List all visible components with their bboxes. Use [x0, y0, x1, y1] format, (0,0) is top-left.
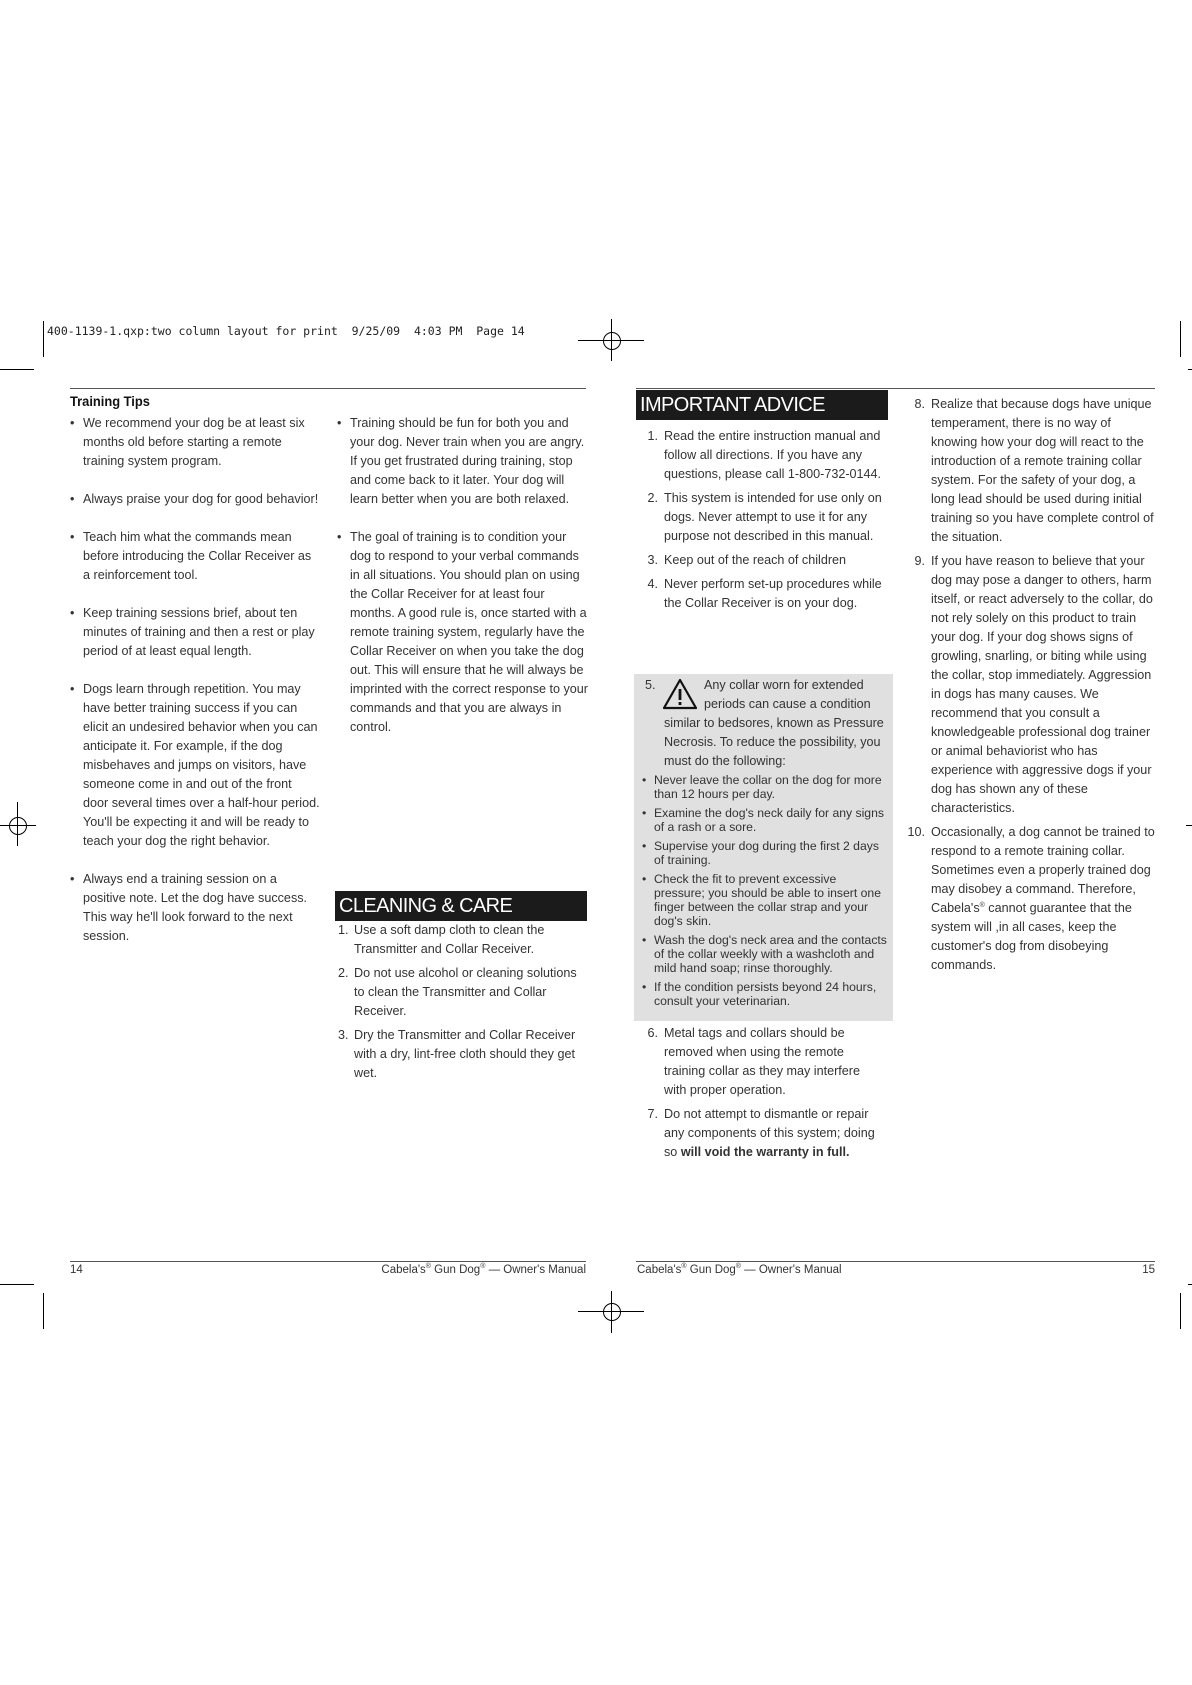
advice-item: 10. Occasionally, a dog cannot be trained to respond to a remote training collar. Sometimes even a properly trained dog may disobey a command. Therefore, Cabela's® cannot guarantee that the system will ,in all cases, keep the customer's dog from disobeying commands.: [907, 825, 1155, 972]
bottom-rule-right: [636, 1261, 1155, 1262]
cleaning-item: 2. Do not use alcohol or cleaning solutions to clean the Transmitter and Collar Receiver.: [338, 966, 577, 1018]
bottom-rule-left: [70, 1261, 586, 1262]
warning-bullet: • If the condition persists beyond 24 hours, consult your veterinarian.: [638, 980, 889, 1008]
warning-bullet: • Examine the dog's neck daily for any signs of a rash or a sore.: [638, 806, 889, 834]
page-number-left: 14: [70, 1264, 83, 1276]
warning-bullet: • Never leave the collar on the dog for more than 12 hours per day.: [638, 773, 889, 801]
tip-item: • Keep training sessions brief, about ten minutes of training and then a rest or play period of at least equal length.: [70, 604, 320, 661]
registration-mark: [9, 817, 27, 835]
top-rule-right: [636, 388, 1155, 389]
advice-item: 2. This system is intended for use only on dogs. Never attempt to use it for any purpose not described in this manual.: [647, 491, 882, 543]
registration-line: [1186, 825, 1192, 826]
advice-list-bottom: [638, 1024, 883, 1167]
registration-mark: [603, 332, 621, 350]
tip-item: • The goal of training is to condition your dog to respond to your verbal commands in all situations. You should plan on using the Collar Receiver for at least four months. A good rule is, once started with a remote training system, regularly have the Collar Receiver on when you take the dog out. This will ensure that he will always be imprinted with the correct response to your commands and that you are always in control.: [337, 528, 590, 737]
footer-title-right: Cabela's® Gun Dog® — Owner's Manual: [637, 1263, 842, 1276]
advice-item: 6. Metal tags and collars should be removed when using the remote training collar as they may interfere with proper operation.: [647, 1026, 860, 1097]
training-tips-heading: Training Tips: [70, 393, 150, 409]
crop-mark: [1180, 1293, 1181, 1329]
crop-mark: [0, 1284, 34, 1285]
advice-item: 8. Realize that because dogs have unique temperament, there is no way of knowing how your dog will react to the introduction of a remote training collar system. For the safety of your dog, a long lead should be used during initial training so you have complete control of the situation.: [914, 397, 1154, 544]
item-number: 5.: [645, 678, 656, 692]
cleaning-care-list: [338, 921, 588, 1088]
pressure-necrosis-warning-box: [634, 674, 893, 1021]
top-rule-left: [70, 388, 586, 389]
crop-mark: [43, 1293, 44, 1329]
advice-item: 7. Do not attempt to dismantle or repair any components of this system; doing so will void the warranty in full.: [647, 1107, 875, 1159]
advice-item: 1. Read the entire instruction manual and follow all directions. If you have any questions, please call 1-800-732-0144.: [647, 429, 882, 481]
warning-bullet: • Wash the dog's neck area and the contacts of the collar weekly with a washcloth and mild hand soap; rinse thoroughly.: [638, 933, 889, 975]
tip-item: • Training should be fun for both you and your dog. Never train when you are angry. If you get frustrated during training, stop and come back to it later. Your dog will learn better when you are both relaxed.: [337, 414, 590, 509]
advice-list-top: [638, 427, 883, 618]
crop-mark: [43, 321, 44, 357]
page-number-right: 15: [1142, 1264, 1155, 1276]
crop-mark: [1180, 321, 1181, 357]
registration-line: [0, 825, 36, 826]
registration-line: [611, 319, 612, 361]
warning-bullet: • Supervise your dog during the first 2 days of training.: [638, 839, 889, 867]
warning-text: Any collar worn for extended periods can cause a condition similar to bedsores, known as Pressure Necrosis. To reduce the possibility, you must do the following:: [664, 678, 884, 768]
cleaning-care-heading: CLEANING & CARE: [335, 891, 587, 921]
advice-item: 9. If you have reason to believe that your dog may pose a danger to others, harm itself, or react adversely to the collar, do not rely solely on this product to train your dog. If your dog shows signs of growling, snarling, or biting while using the collar, stop immediately. Aggression in dogs has many causes. We recommend that you consult a knowledgeable professional dog trainer or animal behaviorist who has experience with aggressive dogs if your dog has shown any of these characteristics.: [914, 554, 1153, 815]
important-advice-heading: IMPORTANT ADVICE: [636, 390, 888, 420]
cleaning-item: 3. Dry the Transmitter and Collar Receiver with a dry, lint-free cloth should they get wet.: [338, 1028, 576, 1080]
advice-item: 3. Keep out of the reach of children: [647, 553, 847, 567]
registration-mark: [603, 1303, 621, 1321]
training-tips-left-column: [70, 414, 320, 965]
advice-list-right: [905, 395, 1155, 980]
crop-mark: [1188, 1284, 1192, 1285]
registration-line: [611, 1291, 612, 1333]
crop-mark: [0, 369, 34, 370]
training-tips-right-column: [337, 414, 590, 756]
cleaning-item: 1. Use a soft damp cloth to clean the Transmitter and Collar Receiver.: [338, 923, 545, 956]
warning-triangle-icon: [662, 678, 698, 710]
advice-item: 4. Never perform set-up procedures while the Collar Receiver is on your dog.: [647, 577, 882, 610]
warning-bullet: • Check the fit to prevent excessive pressure; you should be able to insert one finger between the collar strap and your dog's skin.: [638, 872, 889, 928]
tip-item: • Always praise your dog for good behavior!: [70, 490, 320, 509]
tip-item: • Dogs learn through repetition. You may have better training success if you can elicit an undesired behavior when you can anticipate it. For example, if the dog misbehaves and jumps on visitors, have someone come in and out of the front door several times over a half-hour period. You'll be expecting it and will be ready to teach your dog the right behavior.: [70, 680, 320, 851]
tip-item: • Teach him what the commands mean before introducing the Collar Receiver as a reinforcement tool.: [70, 528, 320, 585]
tip-item: • Always end a training session on a positive note. Let the dog have success. This way he'll look forward to the next session.: [70, 870, 320, 946]
warranty-void-emphasis: will void the warranty in full.: [680, 1145, 850, 1159]
crop-mark: [1188, 369, 1192, 370]
print-slug: 400-1139-1.qxp:two column layout for print 9/25/09 4:03 PM Page 14: [47, 324, 525, 338]
registration-line: [17, 802, 18, 846]
tip-item: • We recommend your dog be at least six months old before starting a remote training system program.: [70, 414, 320, 471]
footer-title-left: Cabela's® Gun Dog® — Owner's Manual: [381, 1263, 586, 1276]
